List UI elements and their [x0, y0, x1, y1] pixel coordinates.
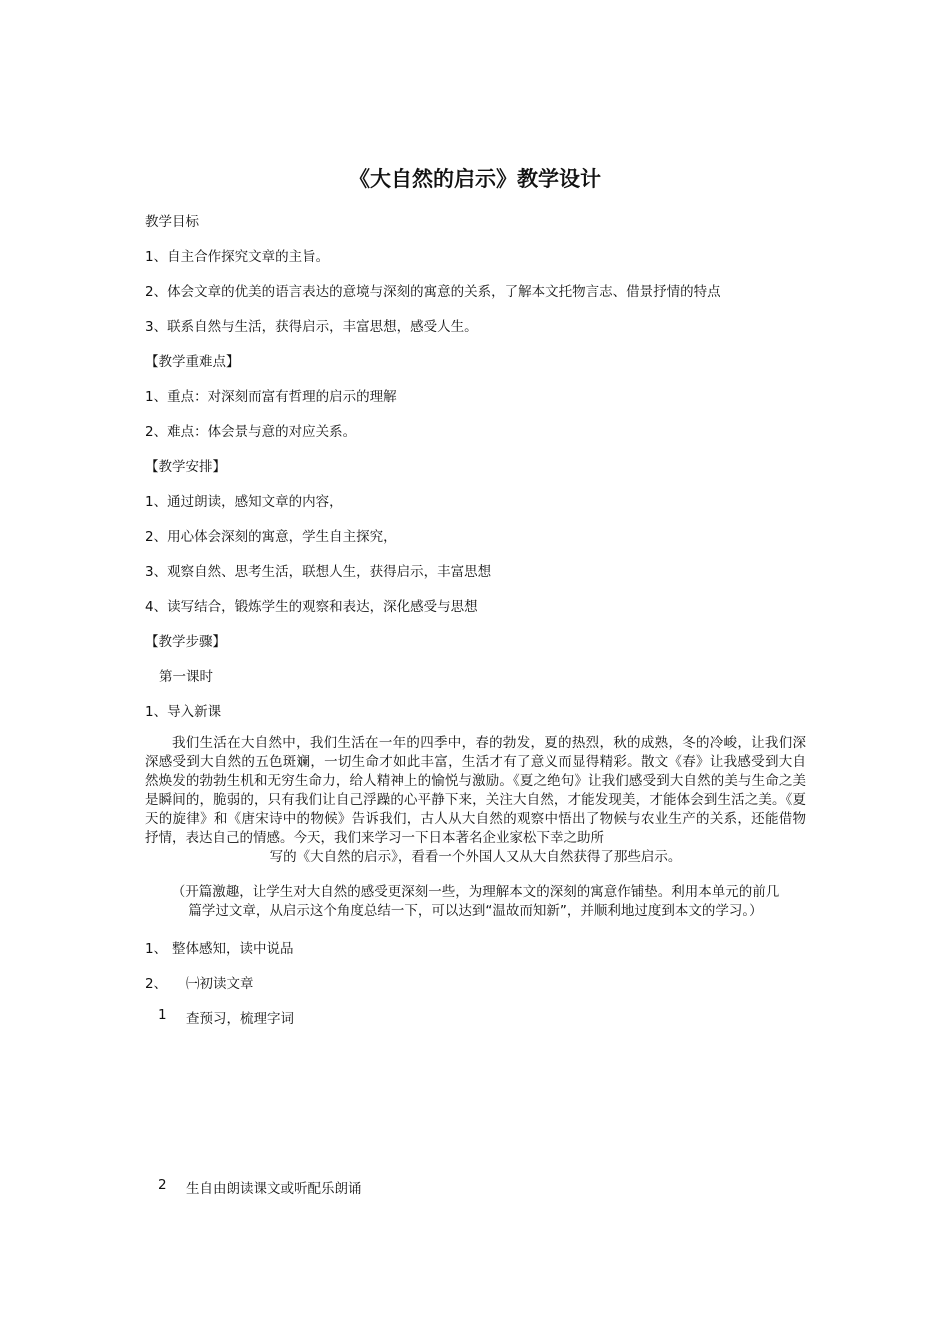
first-read-heading: ㈠初读文章	[186, 976, 254, 992]
page-title: 《大自然的启示》教学设计	[349, 167, 601, 191]
intro-heading: 1、导入新课	[145, 704, 222, 720]
sub-item-1-number: 1	[158, 1007, 167, 1023]
lesson-label: 第一课时	[159, 669, 213, 685]
key-point-item-2: 2、难点：体会景与意的对应关系。	[145, 424, 357, 440]
goal-item-3: 3、联系自然与生活，获得启示，丰富思想，感受人生。	[145, 319, 478, 335]
note-text: （开篇激趣，让学生对大自然的感受更深刻一些，为理解本文的深刻的寓意作铺垫。利用本单元的前几	[171, 884, 780, 900]
sub-item-2: 生自由朗读课文或听配乐朗诵	[186, 1181, 362, 1197]
key-point-item-1: 1、重点：对深刻而富有哲理的启示的理解	[145, 389, 397, 405]
overall-heading: 整体感知，读中说品	[172, 941, 294, 957]
arrangement-item-3: 3、观察自然、思考生活，联想人生，获得启示，丰富思想	[145, 564, 492, 580]
note-paragraph	[145, 883, 806, 921]
goal-item-2: 2、体会文章的优美的语言表达的意境与深刻的寓意的关系，了解本文托物言志、借景抒情的特点	[145, 284, 721, 300]
overall-number: 1、	[145, 941, 168, 957]
intro-text: 我们生活在大自然中，我们生活在一年的四季中，春的勃发，夏的热烈，秋的成熟，冬的冷峻，让我们深深感受到大自然的五色斑斓，一切生命才如此丰富，生活才有了意义而显得精彩。散文《春》让我感受到大自然焕发的勃勃生机和无穷生命力，给人精神上的愉悦与激励。《夏之绝句》让我们感受到大自然的美与生命之美是瞬间的，脆弱的，只有我们让自己浮躁的心平静下来，关注大自然，才能发现美，才能体会到生活之美。《夏天的旋律》和《唐宋诗中的物候》告诉我们，古人从大自然的观察中悟出了物候与农业生产的关系，还能借物抒情，表达自己的情感。今天，我们来学习一下日本著名企业家松下幸之助所	[145, 735, 806, 846]
intro-paragraph	[145, 734, 806, 867]
first-read-number: 2、	[145, 976, 168, 992]
key-points-heading: 【教学重难点】	[145, 354, 240, 370]
arrangement-item-4: 4、读写结合，锻炼学生的观察和表达，深化感受与思想	[145, 599, 478, 615]
goal-item-1: 1、自主合作探究文章的主旨。	[145, 249, 330, 265]
sub-item-1: 查预习，梳理字词	[186, 1011, 294, 1027]
arrangement-item-2: 2、用心体会深刻的寓意，学生自主探究，	[145, 529, 397, 545]
intro-last-line: 写的《大自然的启示》，看看一个外国人又从大自然获得了那些启示。	[269, 849, 682, 865]
arrangement-heading: 【教学安排】	[145, 459, 226, 475]
arrangement-item-1: 1、通过朗读，感知文章的内容，	[145, 494, 343, 510]
goals-heading: 教学目标	[145, 214, 199, 230]
sub-item-2-number: 2	[158, 1177, 167, 1193]
note-last-line: 篇学过文章，从启示这个角度总结一下，可以达到“温故而知新”，并顺利地过度到本文的学习。）	[188, 903, 763, 919]
steps-heading: 【教学步骤】	[145, 634, 226, 650]
